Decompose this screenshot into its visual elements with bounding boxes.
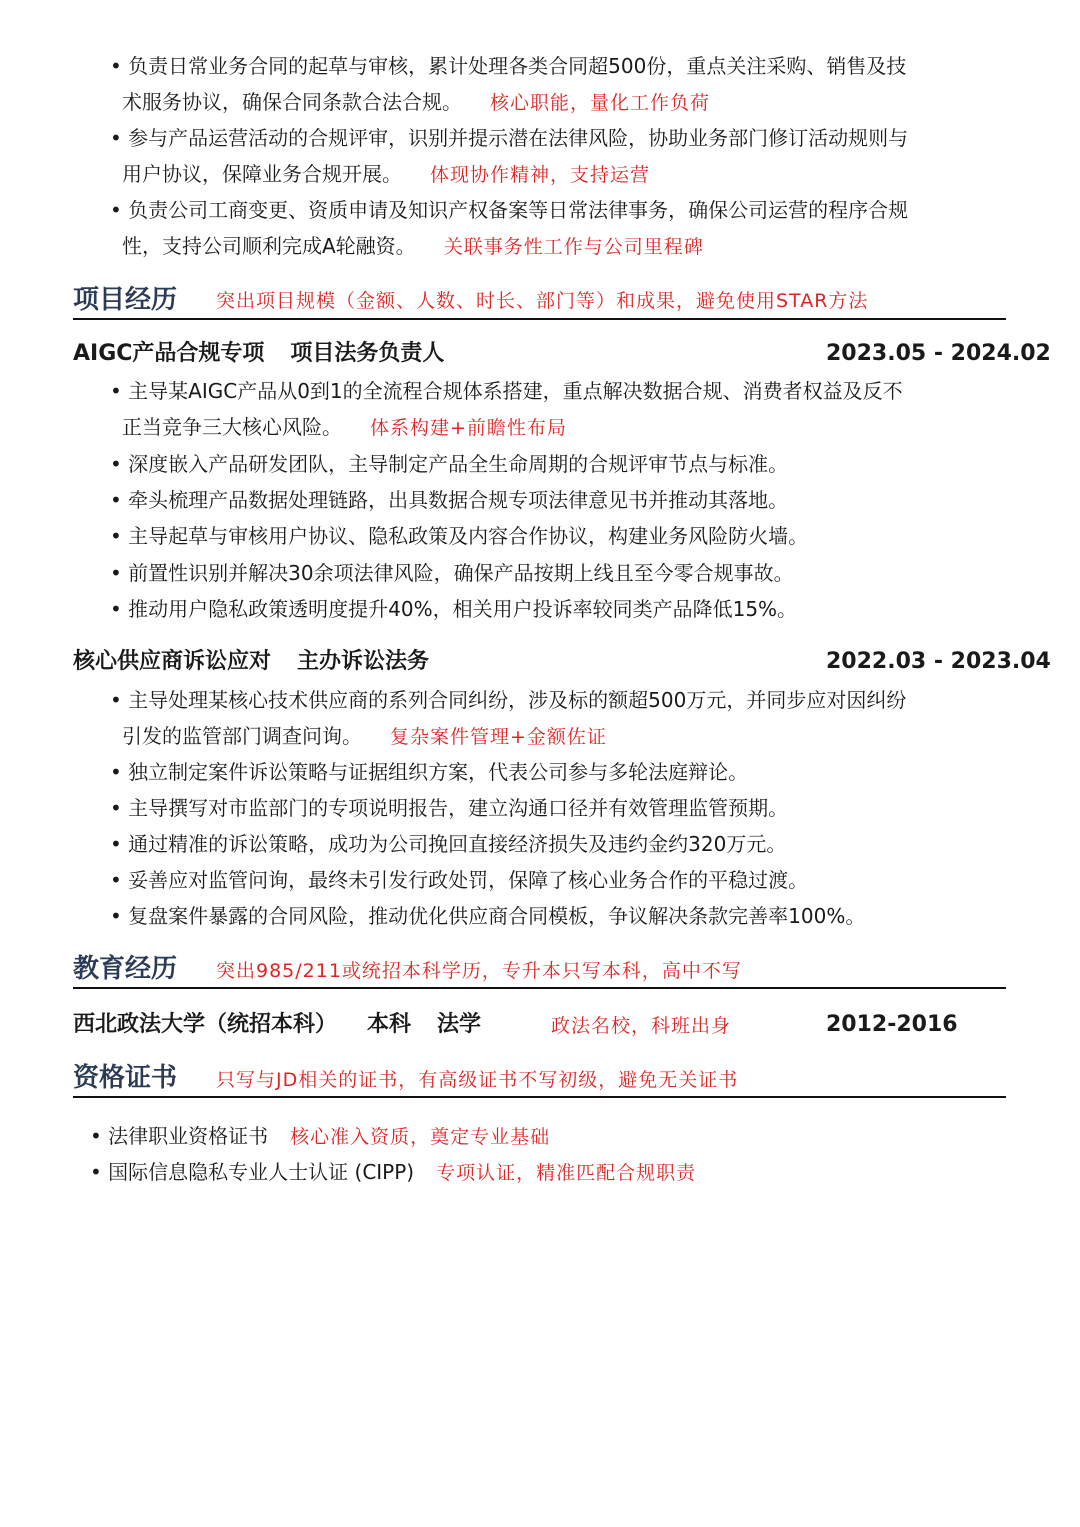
section-divider bbox=[73, 318, 1006, 320]
work-bullet-1-line-1: • 负责日常业务合同的起草与审核，累计处理各类合同超500份，重点关注采购、销售及技 bbox=[110, 54, 907, 78]
project-bullet-cont: 引发的监管部门调查问询。 复杂案件管理+金额佐证 bbox=[122, 724, 607, 748]
annotation-note: 核心准入资质，奠定专业基础 bbox=[290, 1126, 551, 1148]
project-bullet: • 主导某AIGC产品从0到1的全流程合规体系搭建，重点解决数据合规、消费者权益及反不 bbox=[110, 379, 903, 403]
project-bullet: • 复盘案件暴露的合同风险，推动优化供应商合同模板，争议解决条款完善率100%。 bbox=[110, 904, 866, 928]
major: 法学 bbox=[437, 1012, 482, 1037]
work-bullet-3-line-2: 性，支持公司顺利完成A轮融资。 关联事务性工作与公司里程碑 bbox=[122, 234, 704, 258]
project-bullet: • 妥善应对监管问询，最终未引发行政处罚，保障了核心业务合作的平稳过渡。 bbox=[110, 868, 809, 892]
project-bullet-cont: 正当竞争三大核心风险。 体系构建+前瞻性布局 bbox=[122, 415, 567, 439]
degree: 本科 bbox=[367, 1012, 412, 1037]
project-bullet: • 前置性识别并解决30余项法律风险，确保产品按期上线且至今零合规事故。 bbox=[110, 561, 794, 585]
education-note: 政法名校，科班出身 bbox=[551, 1015, 732, 1037]
annotation-note: 专项认证，精准匹配合规职责 bbox=[436, 1162, 697, 1184]
project-bullet: • 主导处理某核心技术供应商的系列合同纠纷，涉及标的额超500万元，并同步应对因纠纷 bbox=[110, 688, 907, 712]
cert-item: • 法律职业资格证书 核心准入资质，奠定专业基础 bbox=[90, 1124, 551, 1148]
work-bullet-2-line-2: 用户协议，保障业务合规开展。 体现协作精神，支持运营 bbox=[122, 162, 651, 186]
project-bullet: • 主导撰写对市监部门的专项说明报告，建立沟通口径并有效管理监管预期。 bbox=[110, 796, 789, 820]
project-heading bbox=[73, 340, 444, 368]
section-divider bbox=[73, 1096, 1006, 1098]
annotation-note: 复杂案件管理+金额佐证 bbox=[390, 726, 607, 748]
project-date: 2022.03 - 2023.04 bbox=[826, 649, 1051, 674]
project-bullet: • 推动用户隐私政策透明度提升40%，相关用户投诉率较同类产品降低15%。 bbox=[110, 597, 798, 621]
project-bullet: • 牵头梳理产品数据处理链路，出具数据合规专项法律意见书并推动其落地。 bbox=[110, 488, 789, 512]
work-bullet-1-line-2: 术服务协议，确保合同条款合法合规。 核心职能，量化工作负荷 bbox=[122, 90, 711, 114]
section-note-certs: 只写与JD相关的证书，有高级证书不写初级，避免无关证书 bbox=[216, 1069, 739, 1091]
project-bullet: • 深度嵌入产品研发团队，主导制定产品全生命周期的合规评审节点与标准。 bbox=[110, 452, 789, 476]
work-bullet-2-line-1: • 参与产品运营活动的合规评审，识别并提示潜在法律风险，协助业务部门修订活动规则与 bbox=[110, 126, 909, 150]
cert-item: • 国际信息隐私专业人士认证 (CIPP) 专项认证，精准匹配合规职责 bbox=[90, 1160, 697, 1184]
project-bullet: • 独立制定案件诉讼策略与证据组织方案，代表公司参与多轮法庭辩论。 bbox=[110, 760, 749, 784]
project-date: 2023.05 - 2024.02 bbox=[826, 341, 1051, 366]
project-name: 核心供应商诉讼应对 bbox=[73, 649, 272, 674]
annotation-note: 关联事务性工作与公司里程碑 bbox=[443, 236, 704, 258]
project-name: AIGC产品合规专项 bbox=[73, 341, 265, 366]
school-name: 西北政法大学（统招本科） bbox=[73, 1012, 338, 1037]
education-date: 2012-2016 bbox=[826, 1012, 958, 1037]
section-title-projects: 项目经历 bbox=[73, 285, 178, 315]
project-bullet: • 通过精准的诉讼策略，成功为公司挽回直接经济损失及违约金约320万元。 bbox=[110, 832, 787, 856]
education-entry bbox=[73, 1011, 481, 1039]
annotation-note: 核心职能，量化工作负荷 bbox=[490, 92, 711, 114]
project-bullet: • 主导起草与审核用户协议、隐私政策及内容合作协议，构建业务风险防火墙。 bbox=[110, 524, 809, 548]
section-note-education: 突出985/211或统招本科学历，专升本只写本科，高中不写 bbox=[216, 960, 742, 982]
project-role: 主办诉讼法务 bbox=[297, 649, 430, 674]
section-note-projects: 突出项目规模（金额、人数、时长、部门等）和成果，避免使用STAR方法 bbox=[216, 290, 869, 312]
section-title-education: 教育经历 bbox=[73, 954, 178, 984]
annotation-note: 体现协作精神，支持运营 bbox=[430, 164, 651, 186]
section-divider bbox=[73, 987, 1006, 989]
section-title-certs: 资格证书 bbox=[73, 1063, 178, 1093]
work-bullet-3-line-1: • 负责公司工商变更、资质申请及知识产权备案等日常法律事务，确保公司运营的程序合规 bbox=[110, 198, 909, 222]
annotation-note: 体系构建+前瞻性布局 bbox=[370, 417, 567, 439]
project-heading bbox=[73, 648, 429, 676]
project-role: 项目法务负责人 bbox=[290, 341, 445, 366]
